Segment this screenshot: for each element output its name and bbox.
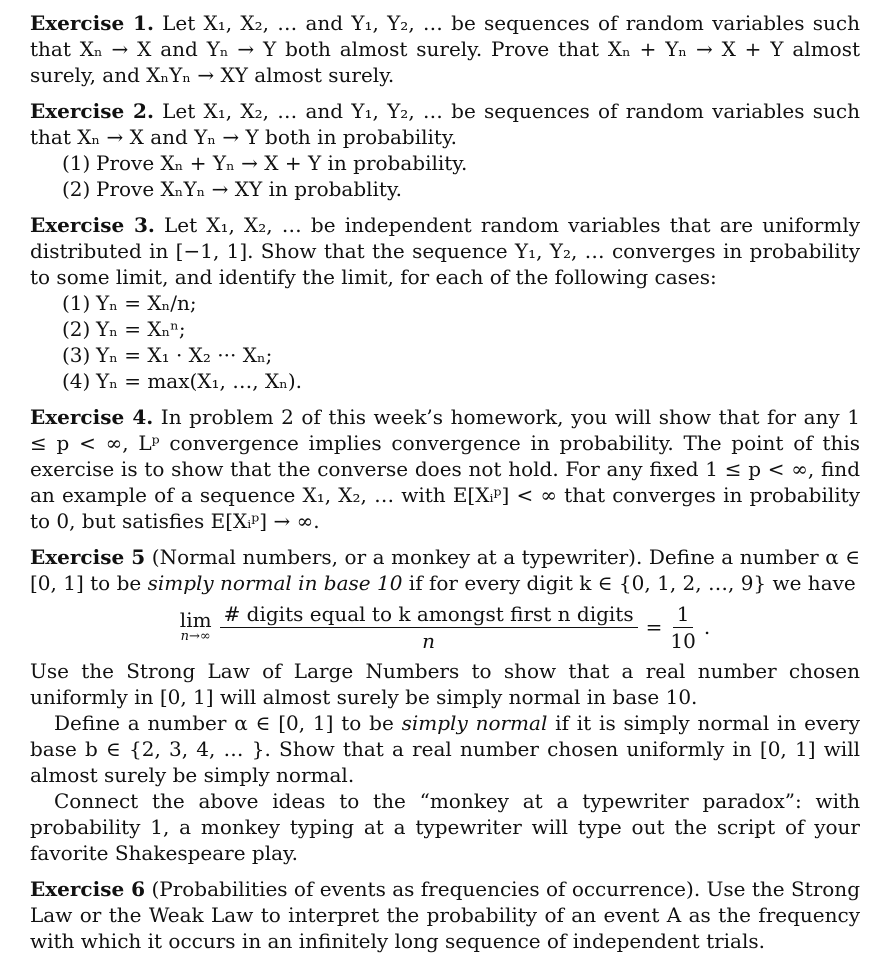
item-number: (4): [62, 369, 91, 393]
exercise-3-label: Exercise 3.: [30, 213, 155, 237]
exercise-2-item-2: [30, 176, 860, 202]
item-text: Prove Xₙ + Yₙ → X + Y in probability.: [96, 151, 468, 175]
exercise-5: [30, 544, 860, 866]
exercise-5-label: Exercise 5: [30, 545, 146, 569]
item-text: Yₙ = Xₙ/n;: [96, 291, 197, 315]
rhs-fraction: [670, 603, 695, 652]
exercise-3-item-3: [30, 342, 860, 368]
item-number: (2): [62, 317, 91, 341]
formula-period: .: [703, 615, 711, 639]
fraction-numerator: # digits equal to k amongst first n digits: [220, 603, 638, 628]
exercise-2-text: Let X₁, X₂, … and Y₁, Y₂, … be sequences of random variables such that Xₙ → X and Yₙ → Y both in probability.: [30, 99, 860, 149]
exercise-6-title: (Probabilities of events as frequencies of occurrence).: [151, 877, 701, 901]
exercise-5-intro-a: Define a number α ∈ [0, 1] to be: [30, 545, 861, 595]
exercise-6: [30, 876, 860, 954]
exercise-5-paragraph-1: Use the Strong Law of Large Numbers to show that a real number chosen uniformly in [0, 1] will almost surely be simply normal in base 10.: [30, 659, 860, 709]
item-number: (1): [62, 151, 91, 175]
exercise-5-title: (Normal numbers, or a monkey at a typewriter).: [151, 545, 643, 569]
exercise-3-text: Let X₁, X₂, … be independent random variables that are uniformly distributed in [−1, 1]. Show that the sequence Y₁, Y₂, … converges in probability to some limit, and identify the limit, for each of the following cases:: [30, 213, 861, 289]
item-number: (2): [62, 177, 91, 201]
exercise-3-item-4: [30, 368, 860, 394]
exercise-3-item-2: [30, 316, 860, 342]
item-text: Yₙ = Xₙⁿ;: [96, 317, 186, 341]
item-number: (3): [62, 343, 91, 367]
exercise-5-intro-emphasis: simply normal in base 10: [147, 571, 403, 595]
paragraph-2-emphasis: simply normal: [401, 711, 548, 735]
exercise-6-label: Exercise 6: [30, 877, 146, 901]
fraction-denominator: n: [422, 628, 436, 653]
exercise-1: [30, 10, 860, 88]
exercise-2: [30, 98, 860, 202]
exercise-6-text: Use the Strong Law or the Weak Law to interpret the probability of an event A as the frequency with which it occurs in an infinitely long sequence of independent trials.: [30, 877, 860, 953]
item-text: Yₙ = X₁ · X₂ ··· Xₙ;: [96, 343, 273, 367]
item-number: (1): [62, 291, 91, 315]
exercise-2-item-1: [30, 150, 860, 176]
main-fraction: [220, 603, 638, 652]
exercise-5-paragraph-2: [30, 710, 860, 788]
limit-operator: [180, 610, 212, 644]
exercise-1-text: Let X₁, X₂, … and Y₁, Y₂, … be sequences of random variables such that Xₙ → X and Yₙ → Y both almost surely. Prove that Xₙ + Yₙ → X + Y almost surely, and XₙYₙ → XY almost surely.: [30, 11, 860, 87]
item-text: Yₙ = max(X₁, …, Xₙ).: [96, 369, 303, 393]
exercise-5-paragraph-3: Connect the above ideas to the “monkey at a typewriter paradox”: with probability 1, a monkey typing at a typewriter will type out the script of your favorite Shakespeare play.: [30, 789, 860, 865]
exercise-3: [30, 212, 860, 394]
item-text: Prove XₙYₙ → XY in probablity.: [96, 177, 402, 201]
exercise-4-text: In problem 2 of this week’s homework, you will show that for any 1 ≤ p < ∞, Lᵖ convergence implies convergence in probability. The point of this exercise is to show that the converse does not hold. For any fixed 1 ≤ p < ∞, find an example of a sequence X₁, X₂, … with E[Xᵢᵖ] < ∞ that converges in probability to 0, but satisfies E[Xᵢᵖ] → ∞.: [30, 405, 860, 533]
exercise-2-label: Exercise 2.: [30, 99, 154, 123]
equals-sign: =: [645, 615, 663, 639]
paragraph-2-a: Define a number α ∈ [0, 1] to be: [54, 711, 402, 735]
rhs-denominator: 10: [670, 628, 696, 653]
normality-formula: [30, 600, 860, 654]
exercise-3-item-1: [30, 290, 860, 316]
exercise-4: [30, 404, 860, 534]
paragraph-2-b: if it is simply normal in every base b ∈ {2, 3, 4, … }. Show that a real number chosen uniformly in [0, 1] will almost surely be simply normal.: [30, 711, 860, 787]
exercise-4-label: Exercise 4.: [30, 405, 154, 429]
exercise-5-intro-b: if for every digit k ∈ {0, 1, 2, …, 9} we have: [402, 571, 856, 595]
lim-subscript: n→∞: [180, 629, 211, 644]
exercise-1-label: Exercise 1.: [30, 11, 154, 35]
lim-text: lim: [179, 608, 212, 632]
rhs-numerator: 1: [673, 603, 694, 628]
